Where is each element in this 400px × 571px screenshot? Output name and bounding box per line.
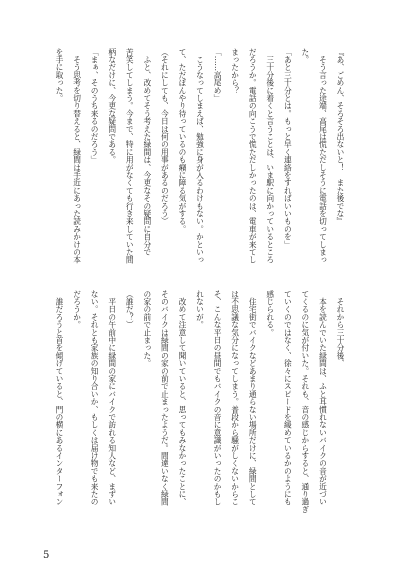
text-line: 平日の午前中に緑間の家にバイクで訪れる知人など、まずい [107,290,117,506]
text-line: 「あと三十分とは。もっと早く連絡をすればいいものを」 [283,48,293,249]
text-line: を手に取った。 [55,48,65,102]
text-line: て、ただぼんやり待っているのも癪に障る気がする。 [177,48,187,233]
text-line: そう思考を切り替えると、緑間は手近にあった読みかけの本 [72,48,82,264]
text-line: の家の前で止まった。 [142,290,152,367]
text-line: 苦笑してしまう。今まで、特に用がなくても行き来していた間 [125,48,135,264]
text-line: 本を読んでいた緑間は、ふと耳慣れないバイクの音が近づい [318,290,328,506]
text-line: てくるのに気が付いた。それも、音の感じからすると、通り過ぎ [300,290,310,514]
text-line: ない。それとも家族の知り合いか、もしくは届け物でも来たの [90,290,100,506]
text-line: 住宅街でバイクなどあまり通らない場所だけに、緑間として [248,290,258,506]
text-line: そう言った途端、高尾は慌ただしそうに電話を切ってしまっ [318,48,328,264]
text-line: 改めて注意して聞いていると、思ってもみなかったことに、 [177,290,187,506]
text-line: だろうか。 [72,290,82,329]
text-line: ふと、改めてそう考えた緑間は、今更なその疑問に自分で [142,48,152,256]
text-line: は不思議な気分になってしまう。普段から騒がしくないからこ [230,290,240,506]
text-line: た。 [300,48,310,64]
text-line: 柄なだけに、今更な疑問である。 [107,48,117,164]
text-line: （それにしても、今日は何の用事があるのだろう） [160,48,170,226]
text-line: こうなってしまえば、勉強に身が入るわけもない。かといっ [195,48,205,264]
text-line: それから三十分後、 [336,290,345,367]
text-line: （誰だ？） [125,290,135,329]
text-line: だろうか。電話の向こうで慌ただしかったのは、電車が来てし [248,48,258,264]
page-number: 5 [43,550,50,561]
text-line: れないが。 [195,290,205,329]
text-line: 誰だろうと首を傾げていると、門の横にあるインターフォン [55,290,65,506]
text-line: 『あ、ごめん、そろそろ出ないと！ また後でな』 [336,48,345,226]
text-line: そのバイクは緑間の家の前で止まったようだ。間違いなく緑間 [160,290,170,506]
text-tier-lower [0,290,400,514]
text-line: まったから？ [230,48,240,95]
text-line: そ、こんな平日の昼間でもバイクの音に意識がいったのかもし [213,290,223,506]
text-line: 「まぁ、そのうち来るのだろう」 [90,48,100,164]
text-line: ていくのではなく、徐々にスピードを緩めているかのようにも [283,290,293,506]
text-line: 「……高尾め」 [213,48,223,102]
text-tier-upper [0,48,400,268]
text-line: 三十分後に着くと言うことは、いま駅に向かっているところ [265,48,275,264]
text-line: 感じられる。 [265,290,275,337]
